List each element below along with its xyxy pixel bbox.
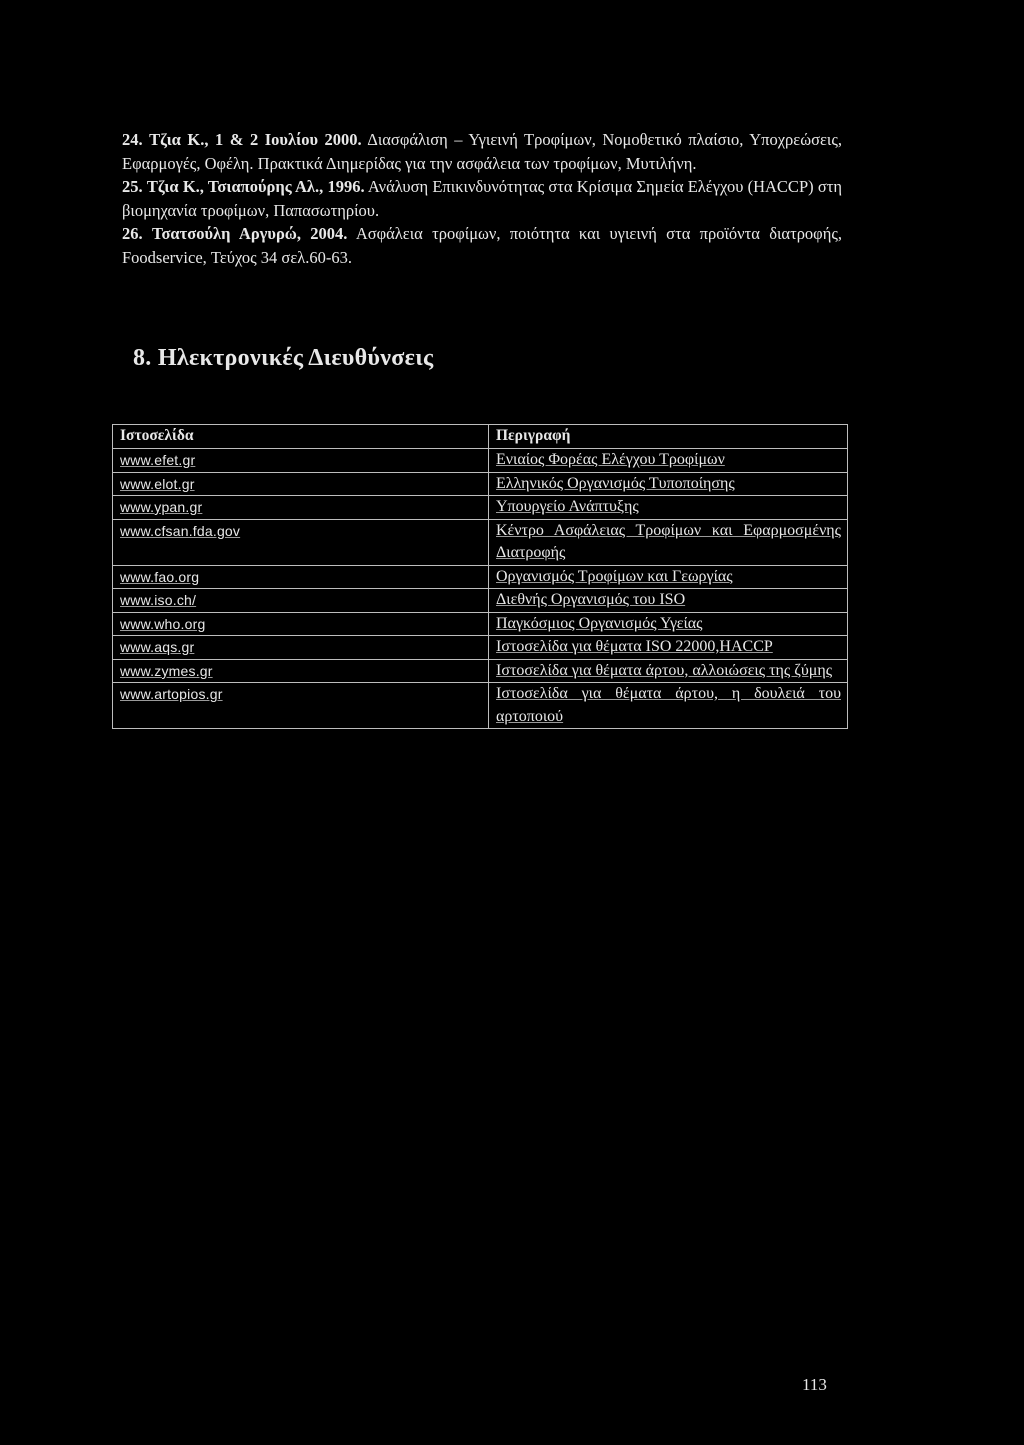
section-heading: 8. Ηλεκτρονικές Διευθύνσεις [133, 345, 434, 371]
website-link[interactable]: www.who.org [113, 612, 489, 636]
table-row [113, 659, 848, 683]
reference-24-text: Διασφάλιση – Υγιεινή Τροφίμων, Νομοθετικό πλαίσιο, Υποχρεώσεις, Εφαρμογές, Οφέλη. Πρακτικά Διημερίδας για την ασφάλεια των τροφίμων, Μυτιλήνη. [122, 130, 843, 173]
header-description: Περιγραφή [489, 425, 848, 449]
website-description [489, 496, 848, 520]
description-text: Διεθνής Οργανισμός του ISO [496, 591, 686, 608]
website-link[interactable]: www.iso.ch/ [113, 589, 489, 613]
table-row [113, 612, 848, 636]
reference-25-authors: Τζια Κ., Τσιαπούρης Αλ., 1996. [146, 177, 365, 196]
table-row [113, 496, 848, 520]
website-description [489, 612, 848, 636]
reference-26-authors: Τσατσούλη Αργυρώ, 2004. [151, 224, 348, 243]
website-description [489, 659, 848, 683]
table-row [113, 683, 848, 729]
website-link[interactable]: www.ypan.gr [113, 496, 489, 520]
header-website: Ιστοσελίδα [113, 425, 489, 449]
reference-24 [122, 128, 842, 175]
reference-25-number: 25. [122, 177, 143, 196]
table-row [113, 565, 848, 589]
website-link[interactable]: www.efet.gr [113, 449, 489, 473]
reference-25-text: Ανάλυση Επικινδυνότητας στα Κρίσιμα Σημεία Ελέγχου (HACCP) στη βιομηχανία τροφίμων, Παπασωτηρίου. [122, 177, 842, 220]
table-header-row [113, 425, 848, 449]
description-text: Ιστοσελίδα για θέματα ISO 22000,HACCP [496, 638, 773, 655]
website-description [489, 519, 848, 565]
description-text: Ελληνικός Οργανισμός Τυποποίησης [496, 474, 735, 492]
description-text: Ιστοσελίδα για θέματα άρτου, αλλοιώσεις της ζύμης [496, 661, 833, 679]
reference-24-number: 24. [122, 130, 143, 149]
website-description [489, 472, 848, 496]
reference-26-text: Ασφάλεια τροφίμων, ποιότητα και υγιεινή στα προϊόντα διατροφής, Foodservice, Τεύχος 34 σελ.60-63. [122, 224, 842, 267]
website-description [489, 565, 848, 589]
website-link[interactable]: www.artopios.gr [113, 683, 489, 729]
reference-24-authors: Τζια Κ., 1 & 2 Ιουλίου 2000. [149, 130, 362, 149]
description-text: Παγκόσμιος Οργανισμός Υγείας [496, 614, 703, 632]
reference-25 [122, 175, 842, 222]
table-row [113, 472, 848, 496]
page-number: 113 [802, 1375, 827, 1394]
website-link[interactable]: www.fao.org [113, 565, 489, 589]
table-row [113, 589, 848, 613]
table-row [113, 636, 848, 660]
website-description [489, 636, 848, 660]
references-list [122, 128, 842, 269]
website-description [489, 449, 848, 473]
reference-26 [122, 222, 842, 269]
website-link[interactable]: www.aqs.gr [113, 636, 489, 660]
description-text: Υπουργείο Ανάπτυξης [496, 498, 639, 515]
description-text: Οργανισμός Τροφίμων και Γεωργίας [496, 567, 733, 585]
description-text: Κέντρο Ασφάλειας Τροφίμων και Εφαρμοσμένης Διατροφής [496, 521, 841, 561]
description-text: Ενιαίος Φορέας Ελέγχου Τροφίμων [496, 451, 725, 468]
website-link[interactable]: www.cfsan.fda.gov [113, 519, 489, 565]
website-link[interactable]: www.zymes.gr [113, 659, 489, 683]
reference-26-number: 26. [122, 224, 143, 243]
table-row [113, 519, 848, 565]
website-link[interactable]: www.elot.gr [113, 472, 489, 496]
description-text: Ιστοσελίδα για θέματα άρτου, η δουλειά του αρτοποιού [496, 685, 841, 725]
websites-table [112, 424, 848, 729]
website-description [489, 589, 848, 613]
table-row [113, 449, 848, 473]
website-description [489, 683, 848, 729]
